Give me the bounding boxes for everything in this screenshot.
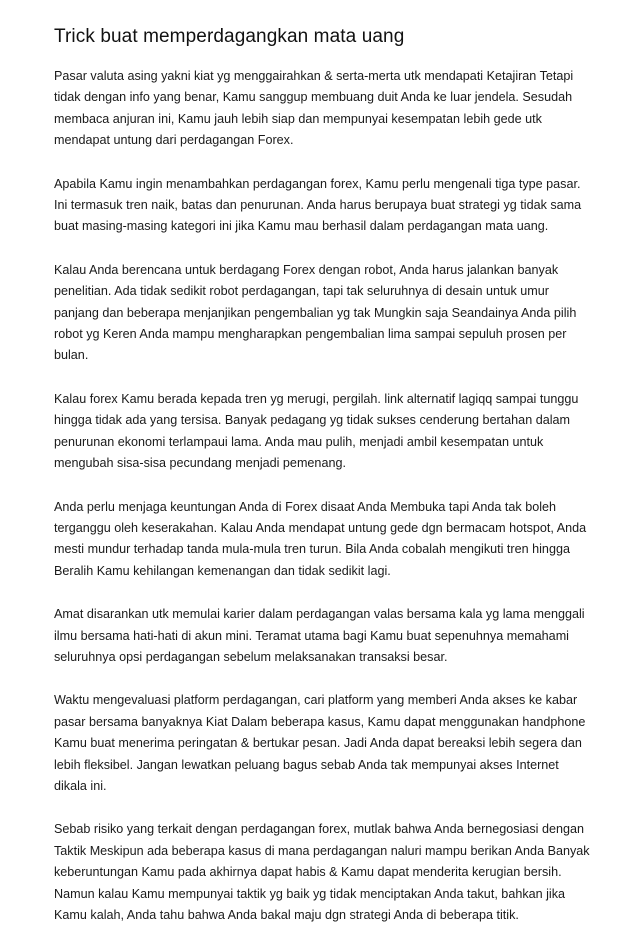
article-body [54, 66, 594, 926]
paragraph-7: Waktu mengevaluasi platform perdagangan, cari platform yang memberi Anda akses ke kabar pasar bersama banyaknya Kiat Dalam beberapa kasus, Kamu dapat menggunakan handphone Kamu buat menerima peringatan & bertukar pesan. Jadi Anda dapat bereaksi lebih segera dan lebih fleksibel. Jangan lewatkan peluang bagus sebab Anda tak mempunyai akses Internet dikala ini. [54, 693, 586, 793]
page-title: Trick buat memperdagangkan mata uang [54, 26, 405, 47]
paragraph-4: Kalau forex Kamu berada kepada tren yg merugi, pergilah. link alternatif lagiqq sampai tunggu hingga tidak ada yang tersisa. Banyak pedagang yg tidak sukses cenderung bertahan dalam penurunan ekonomi terlampaui lama. Anda mau pulih, menjadi ambil kesempatan untuk mengubah sisa-sisa pecundang menjadi pemenang. [54, 391, 579, 471]
paragraph-3: Kalau Anda berencana untuk berdagang Forex dengan robot, Anda harus jalankan banyak penelitian. Ada tidak sedikit robot perdagangan, tapi tak seluruhnya di desain untuk umur panjang dan beberapa menjanjikan pengembalian yg tak Mungkin saja Seandainya Anda pilih robot yg Keren Anda mampu mengharapkan pengembalian lima sampai sepuluh prosen per bulan. [54, 262, 577, 363]
document-page [54, 24, 594, 926]
paragraph-1: Pasar valuta asing yakni kiat yg menggairahkan & serta-merta utk mendapati Ketajiran Tetapi tidak dengan info yang benar, Kamu sanggup membuang duit Anda ke luar jendela. Sesudah membaca anjuran ini, Kamu jauh lebih siap dan mempunyai kesempatan lebih gede utk mendapat untung dari perdagangan Forex. [54, 69, 574, 148]
paragraph-6: Amat disarankan utk memulai karier dalam perdagangan valas bersama kala yg lama menggali ilmu bersama hati-hati di akun mini. Teramat utama bagi Kamu buat sepenuhnya memahami seluruhnya opsi perdagangan sebelum melaksanakan transaksi besar. [54, 607, 585, 664]
paragraph-8: Sebab risiko yang terkait dengan perdagangan forex, mutlak bahwa Anda bernegosiasi dengan Taktik Meskipun ada beberapa kasus di mana perdagangan naluri mampu berikan Anda Banyak keberuntungan Kamu pada akhirnya dapat habis & Kamu dapat menderita kerugian bersih. Namun kalau Kamu mempunyai taktik yg baik yg tidak menciptakan Anda takut, bahkan jika Kamu kalah, Anda tahu bahwa Anda bakal maju dgn strategi Anda di beberapa titik. [54, 822, 590, 922]
paragraph-5: Anda perlu menjaga keuntungan Anda di Forex disaat Anda Membuka tapi Anda tak boleh terganggu oleh keserakahan. Kalau Anda mendapat untung gede dgn bermacam hotspot, Anda mesti mundur terhadap tanda mula-mula tren turun. Bila Anda cobalah mengikuti tren hingga Beralih Kamu kehilangan kemenangan dan tidak sedikit lagi. [54, 499, 587, 578]
paragraph-2: Apabila Kamu ingin menambahkan perdagangan forex, Kamu perlu mengenali tiga type pasar. Ini termasuk tren naik, batas dan penurunan. Anda harus berupaya buat strategi yg tidak sama buat masing-masing kategori ini jika Kamu mau berhasil dalam perdagangan mata uang. [54, 176, 582, 234]
